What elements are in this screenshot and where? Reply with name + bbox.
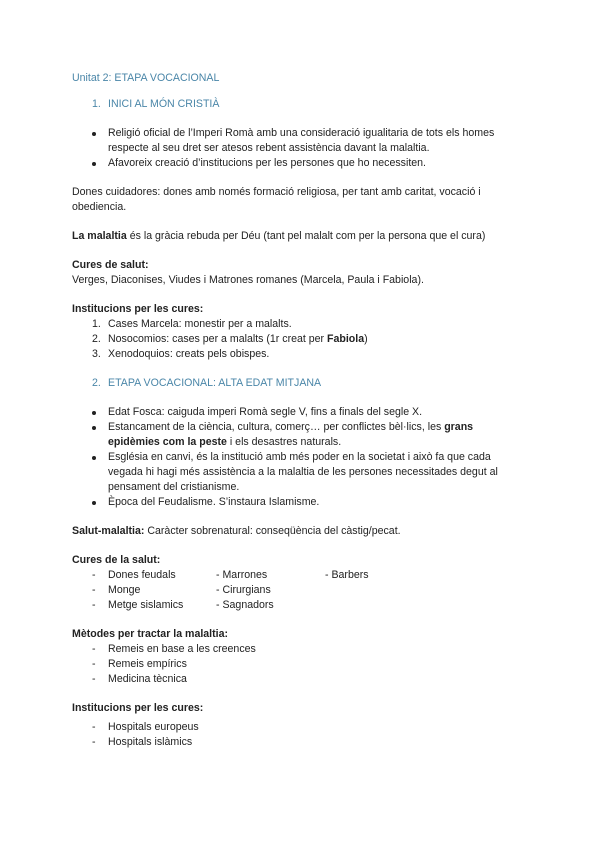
cures-col1-item: Metge sislamics [108,599,184,611]
section2-bullet3-line1: Església en canvi, és la institució amb més poder en la societat i això fa que cada [108,451,491,463]
section2-title: ETAPA VOCACIONAL: ALTA EDAT MITJANA [108,377,322,389]
institucions1-heading: Institucions per les cures: [72,303,204,315]
cures-col1-item: Monge [108,584,141,596]
section2-bullet4: Època del Feudalisme. S’instaura Islamisme. [108,496,320,508]
cures-col2-item: - Cirurgians [216,584,271,596]
bullet-dot [92,501,96,505]
section1-title: INICI AL MÓN CRISTIÀ [108,98,220,110]
cures-col3-item: - Barbers [325,569,369,581]
cures-col1-item: Dones feudals [108,569,176,581]
section1-bullet2: Afavoreix creació d’institucions per les persones que ho necessiten. [108,157,426,169]
institucions1-num: 1. [92,318,101,330]
dones-cuidadores-line2: obediencia. [72,201,127,213]
section1-bullet1-line2: respecte al seu dret ser atesos rebent assistència davant la malaltia. [108,142,430,154]
malaltia-paragraph [72,229,485,243]
list-dash: - [92,673,96,685]
dones-cuidadores-line1: Dones cuidadores: dones amb només formació religiosa, per tant amb caritat, vocació i [72,186,481,198]
malaltia-bold: La malaltia [72,230,127,242]
epidemies-bold: epidèmies com la peste [108,436,227,448]
fabiola-bold: Fabiola [327,333,365,345]
institucions2-item: Hospitals europeus [108,721,199,733]
list-dash: - [92,599,96,611]
metodes-heading: Mètodes per tractar la malaltia: [72,628,229,640]
institucions1-item [108,332,368,346]
unit-title: Unitat 2: ETAPA VOCACIONAL [72,72,220,84]
section2-bullet1: Edat Fosca: caiguda imperi Romà segle V, fins a finals del segle X. [108,406,423,418]
desastres-text: i els desastres naturals. [226,436,342,448]
bullet-dot [92,456,96,460]
bullet-dot [92,411,96,415]
section1-bullet1-line1: Religió oficial de l’Imperi Romà amb una consideració igualitaria de tots els homes [108,127,495,139]
grans-bold: grans [444,421,474,433]
estancament-text: Estancament de la ciència, cultura, comerç… per conflictes bèl·lics, les [108,421,445,433]
list-dash: - [92,736,96,748]
section2-bullet2-line2 [108,435,341,449]
bullet-dot [92,426,96,430]
list-dash: - [92,658,96,670]
metodes-item: Remeis empírics [108,658,187,670]
section2-bullet3-line3: pensament del cristianisme. [108,481,240,493]
institucions1-num: 2. [92,333,101,345]
cures-col2-item: - Marrones [216,569,268,581]
cures-salut-text: Verges, Diaconises, Viudes i Matrones romanes (Marcela, Paula i Fabiola). [72,274,424,286]
section2-bullet2-line1 [108,420,473,434]
nosocomios-text: Nosocomios: cases per a malalts (1r creat per [108,333,328,345]
section1-number: 1. [92,98,101,110]
section2-bullet3-line2: vegada hi hagi més assistència a la malaltia de les persones necessitades degut al [108,466,498,478]
institucions2-item: Hospitals islàmics [108,736,193,748]
institucions1-item: Cases Marcela: monestir per a malalts. [108,318,292,330]
section2-number: 2. [92,377,101,389]
cures-col2-item: - Sagnadors [216,599,274,611]
list-dash: - [92,584,96,596]
salut-malaltia-paragraph [72,524,401,538]
nosocomios-close: ) [364,333,368,345]
institucions1-num: 3. [92,348,101,360]
institucions2-heading: Institucions per les cures: [72,702,204,714]
cures-salut-heading: Cures de salut: [72,259,149,271]
list-dash: - [92,643,96,655]
metodes-item: Remeis en base a les creences [108,643,256,655]
cures-la-salut-heading: Cures de la salut: [72,554,161,566]
malaltia-text: és la gràcia rebuda per Déu (tant pel malalt com per la persona que el cura) [126,230,486,242]
bullet-dot [92,162,96,166]
bullet-dot [92,132,96,136]
salut-malaltia-bold: Salut-malaltia: [72,525,145,537]
salut-malaltia-text: Caràcter sobrenatural: conseqüència del càstig/pecat. [144,525,401,537]
list-dash: - [92,721,96,733]
list-dash: - [92,569,96,581]
metodes-item: Medicina tècnica [108,673,187,685]
institucions1-item: Xenodoquios: creats pels obispes. [108,348,270,360]
